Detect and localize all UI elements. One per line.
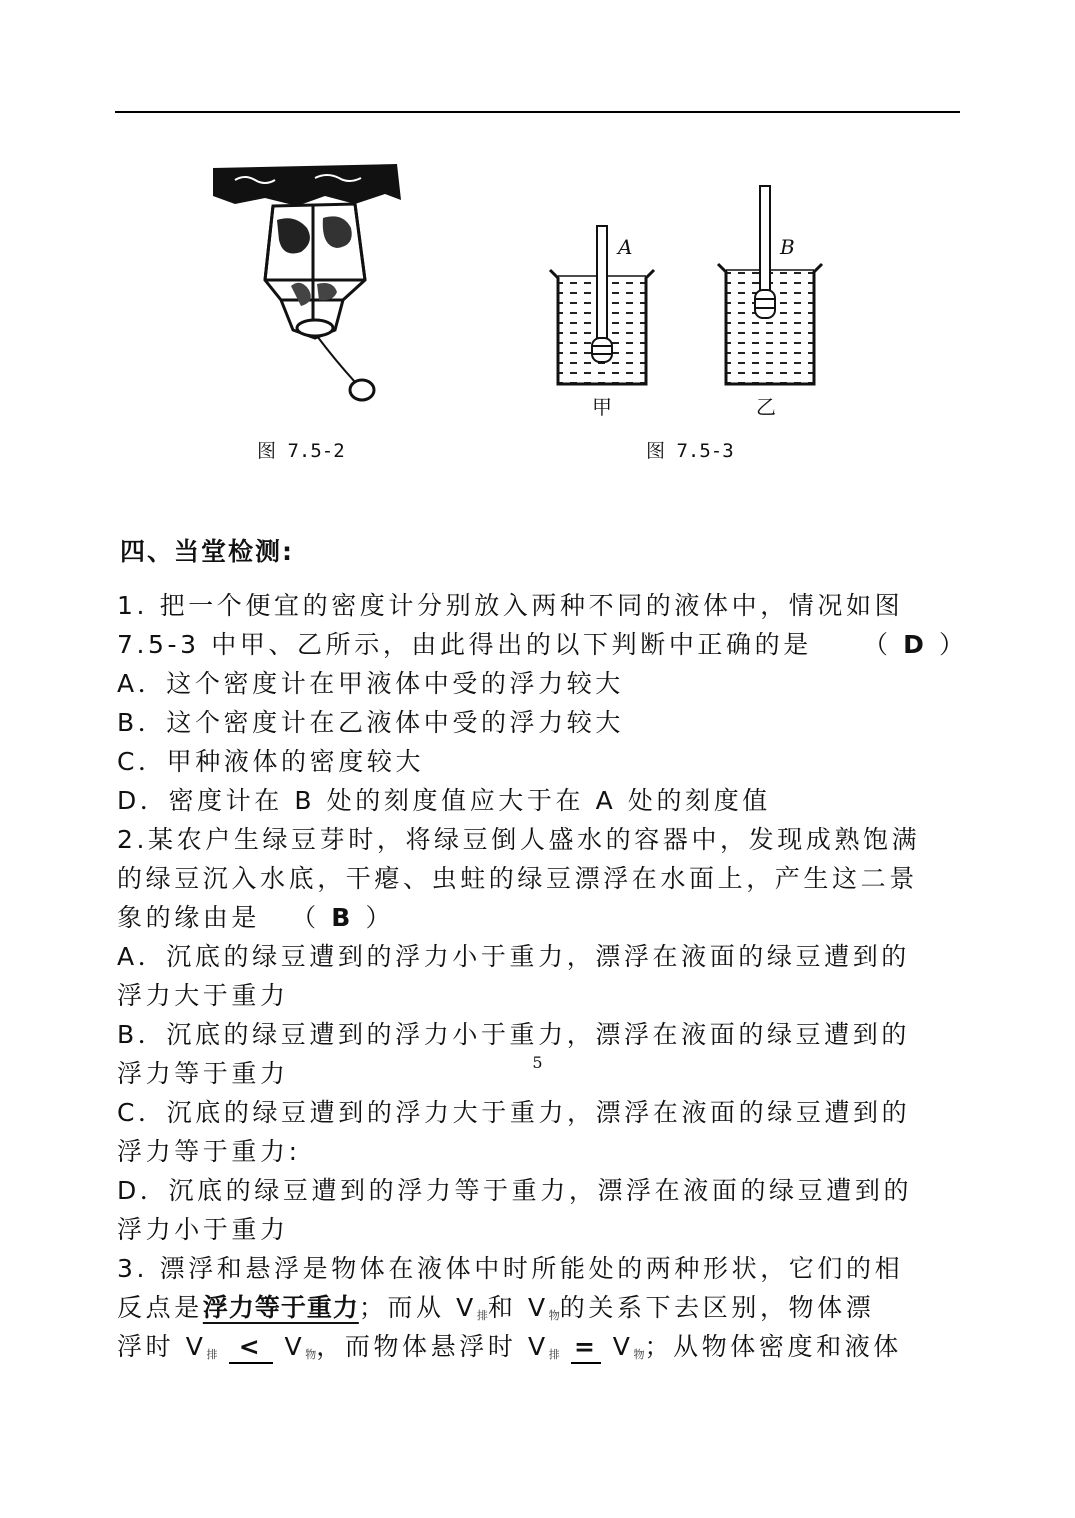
q2-stem: 象的缘由是 bbox=[117, 903, 261, 932]
q3-line3 bbox=[117, 1327, 962, 1366]
q3-sub-wu-3: 物 bbox=[633, 1348, 645, 1361]
q1-line2 bbox=[117, 625, 968, 664]
q2-line2: 的绿豆沉入水底，干瘪、虫蛀的绿豆漂浮在水面上，产生这二景 bbox=[117, 864, 918, 893]
q3-line2-mid: ；而从 V bbox=[358, 1293, 477, 1322]
figure-beakers bbox=[540, 178, 840, 423]
q3-line3-v2: V bbox=[612, 1332, 634, 1361]
q2-option-c-line2: 浮力等于重力: bbox=[117, 1137, 301, 1166]
q3-blank-1: 浮力等于重力 bbox=[202, 1293, 359, 1322]
label-yi: 乙 bbox=[756, 395, 776, 419]
q1-option-d: D．密度计在 B 处的刻度值应大于在 A 处的刻度值 bbox=[117, 786, 771, 815]
label-b: B bbox=[780, 235, 795, 259]
q1-option-b: B．这个密度计在乙液体中受的浮力较大 bbox=[117, 708, 624, 737]
q1-stem: 7.5-3 中甲、乙所示，由此得出的以下判断中正确的是 bbox=[117, 630, 812, 659]
q3-blank-3: = bbox=[571, 1332, 601, 1364]
q1-answer-close: ） bbox=[939, 630, 968, 659]
header-rule bbox=[115, 111, 960, 113]
q3-line3-pre: 浮时 V bbox=[117, 1332, 207, 1361]
q3-sub-wu-2: 物 bbox=[305, 1348, 317, 1361]
q3-sub-pai-2: 排 bbox=[206, 1348, 218, 1361]
q2-line1: 2.某农户生绿豆芽时，将绿豆倒人盛水的容器中，发现成熟饱满 bbox=[117, 825, 921, 854]
q3-line2-pre: 反点是 bbox=[117, 1293, 203, 1322]
q2-option-d-line1: D．沉底的绿豆遭到的浮力等于重力，漂浮在液面的绿豆遭到的 bbox=[117, 1176, 913, 1205]
q1-answer: D bbox=[903, 630, 928, 659]
figure-7-5-2-caption: 图 7.5-2 bbox=[257, 440, 345, 462]
q2-option-d-line2: 浮力小于重力 bbox=[117, 1215, 289, 1244]
q1-option-a: A．这个密度计在甲液体中受的浮力较大 bbox=[117, 669, 624, 698]
q3-line1: 3. 漂浮和悬浮是物体在液体中时所能处的两种形状，它们的相 bbox=[117, 1254, 904, 1283]
q2-option-c-line1: C．沉底的绿豆遭到的浮力大于重力，漂浮在液面的绿豆遭到的 bbox=[117, 1098, 911, 1127]
q1-line1: 1. 把一个便宜的密度计分别放入两种不同的液体中，情况如图 bbox=[117, 591, 904, 620]
q3-sub-pai: 排 bbox=[476, 1309, 488, 1322]
label-jia: 甲 bbox=[592, 395, 612, 419]
q3-line3-post: ；从物体密度和液体 bbox=[644, 1332, 902, 1361]
section-heading: 四、当堂检测: bbox=[120, 537, 294, 566]
q2-option-a-line2: 浮力大于重力 bbox=[117, 981, 289, 1010]
figure-7-5-3-caption: 图 7.5-3 bbox=[646, 440, 734, 462]
q3-sub-pai-3: 排 bbox=[548, 1348, 560, 1361]
q3-line2-post: 的关系下去区别，物体漂 bbox=[559, 1293, 875, 1322]
q3-line3-mid: ，而物体悬浮时 V bbox=[316, 1332, 549, 1361]
q3-blank-2: < bbox=[229, 1332, 273, 1364]
figure-lantern bbox=[205, 160, 405, 410]
q1-option-c: C．甲种液体的密度较大 bbox=[117, 747, 425, 776]
label-a: A bbox=[618, 235, 633, 259]
q3-sub-wu: 物 bbox=[548, 1309, 560, 1322]
q2-answer-open: （ bbox=[291, 903, 320, 932]
q2-answer-close: ） bbox=[365, 903, 395, 932]
q2-option-b-line1: B．沉底的绿豆遭到的浮力小于重力，漂浮在液面的绿豆遭到的 bbox=[117, 1020, 910, 1049]
q2-answer: B bbox=[331, 903, 354, 932]
q1-answer-open: （ bbox=[862, 630, 892, 659]
q3-line2 bbox=[117, 1288, 962, 1327]
q2-line3 bbox=[117, 898, 962, 937]
q2-option-a-line1: A．沉底的绿豆遭到的浮力小于重力，漂浮在液面的绿豆遭到的 bbox=[117, 942, 910, 971]
q2-option-b-line2: 浮力等于重力 bbox=[117, 1059, 289, 1088]
question-content bbox=[117, 586, 968, 1366]
page-number: 5 bbox=[532, 1053, 543, 1072]
q3-line3-v: V bbox=[284, 1332, 306, 1361]
q3-line2-he: 和 V bbox=[487, 1293, 549, 1322]
